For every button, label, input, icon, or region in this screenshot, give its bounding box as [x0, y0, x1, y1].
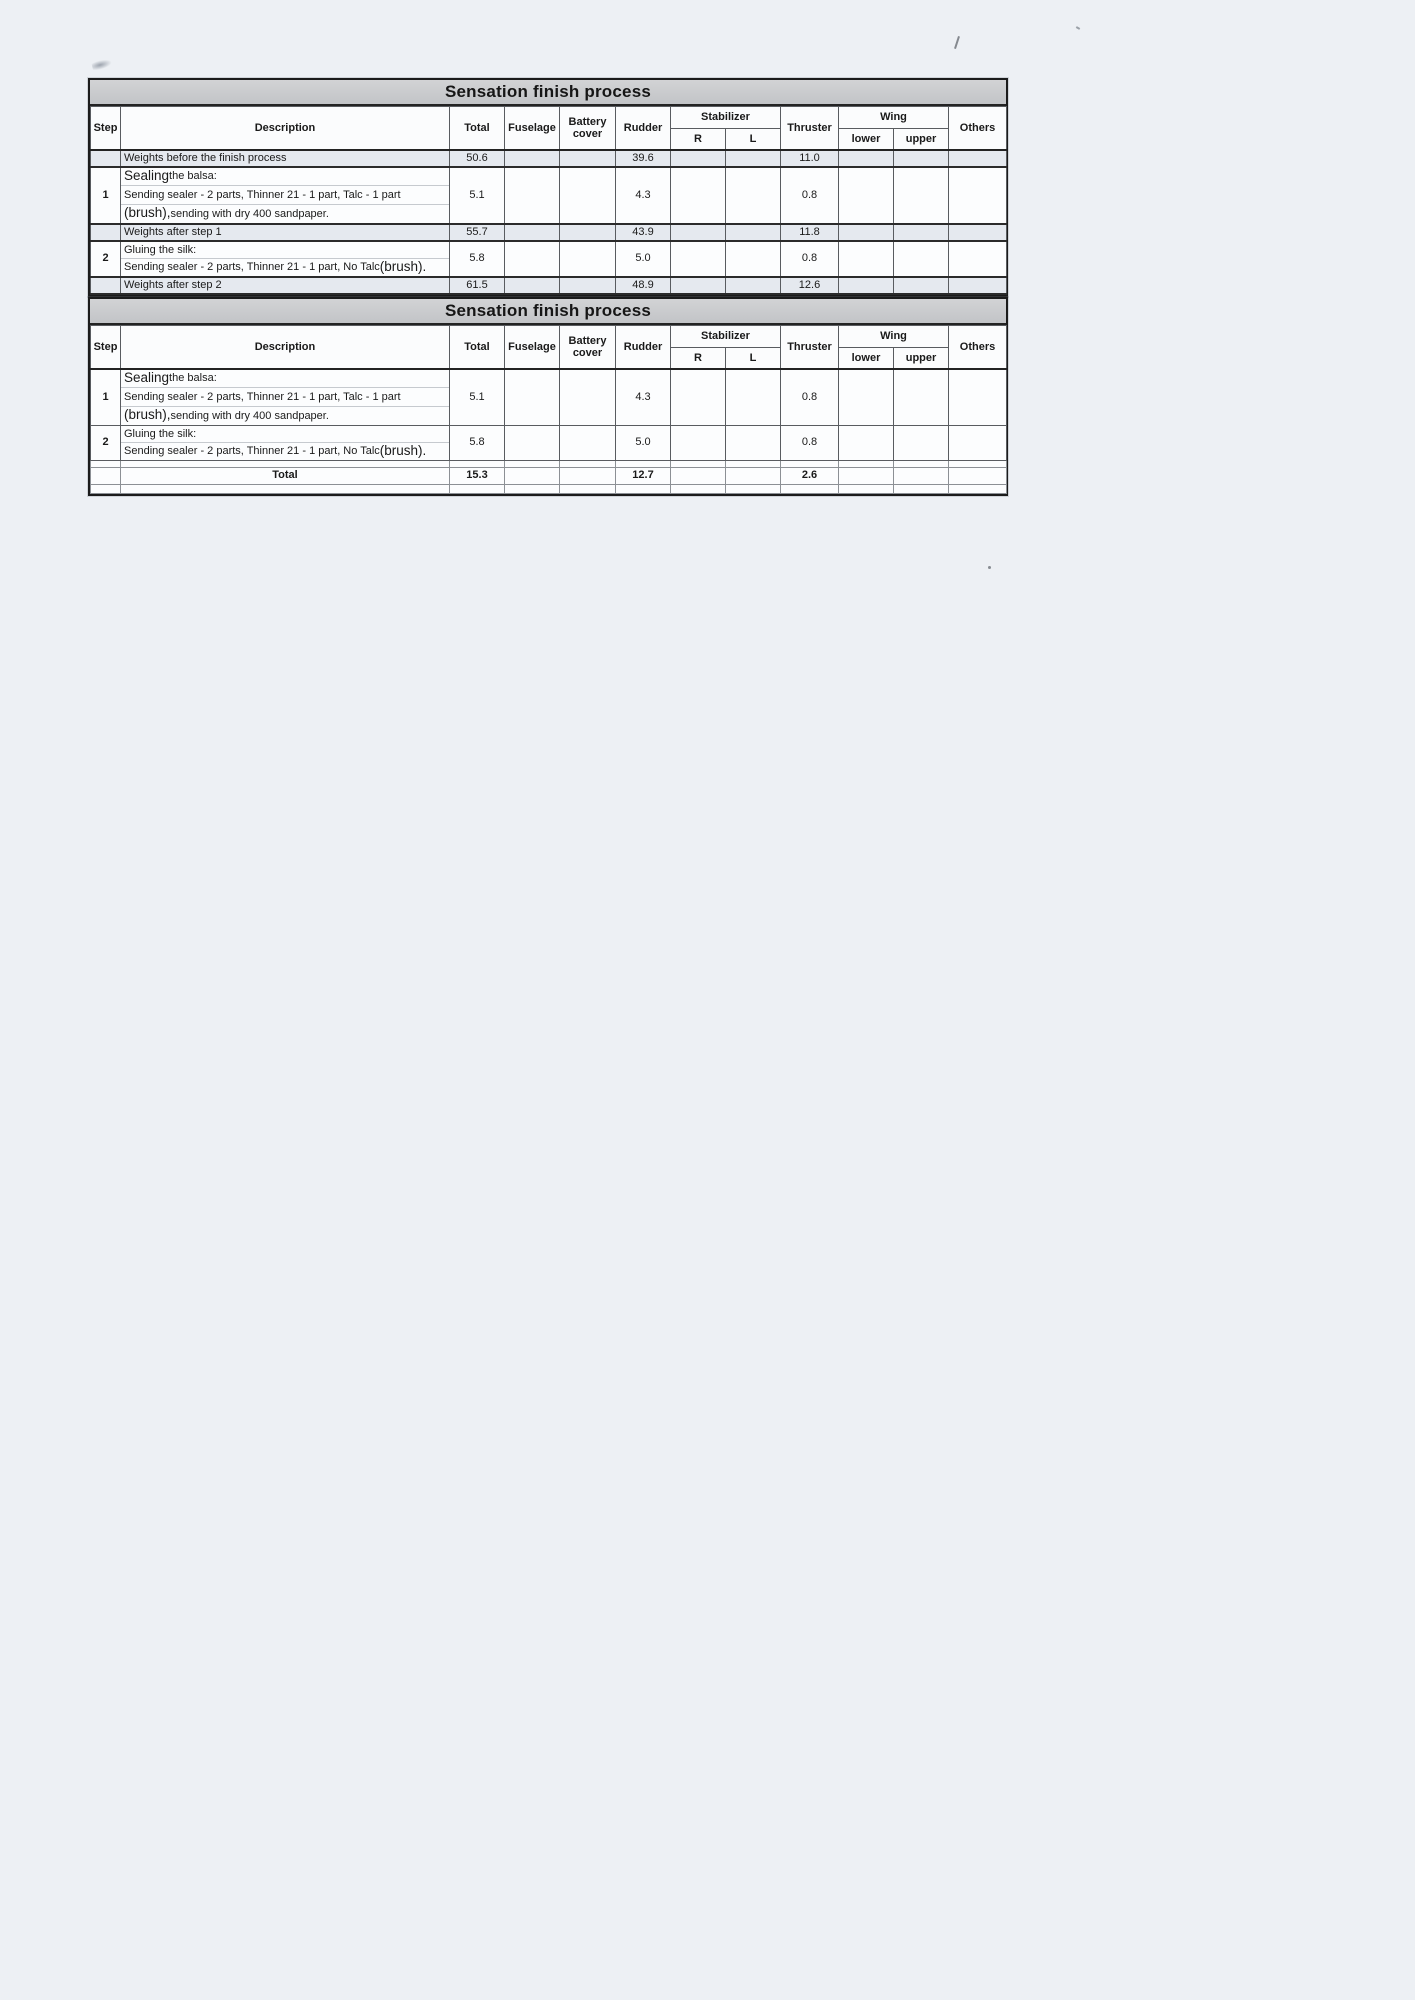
description-line: Sending sealer - 2 parts, Thinner 21 - 1 part, No Talc (brush).	[124, 258, 427, 274]
col-stabilizer-l: L	[726, 348, 781, 369]
scan-artifact	[954, 36, 960, 49]
thruster-value: 0.8	[781, 369, 839, 426]
empty-cell	[726, 425, 781, 460]
step-description	[121, 369, 450, 426]
empty-cell	[671, 150, 726, 167]
col-wing: Wing	[839, 326, 949, 348]
total-label: Total	[121, 467, 450, 484]
col-wing-upper: upper	[894, 348, 949, 369]
col-total: Total	[450, 107, 505, 150]
empty-cell	[894, 425, 949, 460]
empty-cell	[894, 150, 949, 167]
col-fuselage: Fuselage	[505, 107, 560, 150]
col-stabilizer-l: L	[726, 129, 781, 150]
rudder-value: 12.7	[616, 467, 671, 484]
empty-cell	[91, 277, 121, 294]
finish-process-grid	[90, 106, 1007, 295]
col-total: Total	[450, 326, 505, 369]
step-number: 2	[91, 425, 121, 460]
thruster-value: 0.8	[781, 425, 839, 460]
total-value: 5.1	[450, 369, 505, 426]
description-line: Sealing the balsa:	[121, 168, 449, 187]
weights-label: Weights before the finish process	[121, 150, 450, 167]
step-number: 1	[91, 167, 121, 224]
col-battery-cover: Battery cover	[560, 326, 616, 369]
empty-cell	[560, 150, 616, 167]
empty-cell	[505, 224, 560, 241]
empty-cell	[839, 150, 894, 167]
step-2-row	[91, 241, 1007, 277]
thruster-value: 12.6	[781, 277, 839, 294]
col-step: Step	[91, 107, 121, 150]
weights-after-step2-row	[91, 277, 1007, 294]
col-description: Description	[121, 326, 450, 369]
empty-cell	[894, 277, 949, 294]
step-2-row	[91, 425, 1007, 460]
empty-cell	[949, 224, 1007, 241]
empty-cell	[91, 150, 121, 167]
empty-cell	[505, 425, 560, 460]
empty-cell	[560, 467, 616, 484]
empty-cell	[505, 277, 560, 294]
col-others: Others	[949, 326, 1007, 369]
scan-artifact	[91, 58, 113, 72]
col-wing-upper: upper	[894, 129, 949, 150]
col-stabilizer: Stabilizer	[671, 107, 781, 129]
empty-cell	[839, 467, 894, 484]
weights-label: Weights after step 2	[121, 277, 450, 294]
empty-cell	[894, 224, 949, 241]
total-value: 50.6	[450, 150, 505, 167]
finish-process-grid	[90, 325, 1007, 494]
rudder-value: 5.0	[616, 241, 671, 277]
description-line: Sealing the balsa:	[121, 370, 449, 389]
empty-cell	[894, 167, 949, 224]
step-description	[121, 425, 450, 460]
col-description: Description	[121, 107, 450, 150]
finish-process-table-2	[88, 297, 1008, 496]
empty-cell	[671, 369, 726, 426]
total-value: 5.1	[450, 167, 505, 224]
spacer-row	[91, 460, 1007, 467]
empty-cell	[560, 167, 616, 224]
total-value: 5.8	[450, 241, 505, 277]
empty-cell	[505, 241, 560, 277]
empty-cell	[839, 277, 894, 294]
empty-cell	[726, 224, 781, 241]
empty-cell	[726, 167, 781, 224]
table-title-text: Sensation finish process	[444, 301, 652, 320]
col-rudder: Rudder	[616, 326, 671, 369]
thruster-value: 11.8	[781, 224, 839, 241]
finish-process-table-1	[88, 78, 1008, 297]
weights-after-step1-row	[91, 224, 1007, 241]
scan-artifact	[988, 566, 991, 569]
empty-cell	[949, 150, 1007, 167]
empty-cell	[949, 467, 1007, 484]
empty-cell	[839, 369, 894, 426]
table-header	[91, 326, 1007, 369]
col-step: Step	[91, 326, 121, 369]
thruster-value: 0.8	[781, 167, 839, 224]
empty-cell	[560, 224, 616, 241]
description-line: Sending sealer - 2 parts, Thinner 21 - 1 part, Talc - 1 part	[121, 388, 449, 407]
scan-artifact	[1076, 26, 1080, 30]
step-description	[121, 241, 450, 277]
step-number: 1	[91, 369, 121, 426]
empty-cell	[894, 241, 949, 277]
col-stabilizer-r: R	[671, 129, 726, 150]
empty-cell	[671, 167, 726, 224]
rudder-value: 4.3	[616, 369, 671, 426]
table-title	[90, 80, 1006, 106]
col-rudder: Rudder	[616, 107, 671, 150]
total-row	[91, 467, 1007, 484]
empty-cell	[949, 167, 1007, 224]
total-value: 15.3	[450, 467, 505, 484]
thruster-value: 11.0	[781, 150, 839, 167]
step-1-row	[91, 369, 1007, 426]
empty-cell	[726, 467, 781, 484]
empty-cell	[505, 369, 560, 426]
step-number: 2	[91, 241, 121, 277]
thruster-value: 0.8	[781, 241, 839, 277]
rudder-value: 43.9	[616, 224, 671, 241]
empty-cell	[91, 467, 121, 484]
spacer-row	[91, 484, 1007, 493]
col-stabilizer: Stabilizer	[671, 326, 781, 348]
empty-cell	[671, 224, 726, 241]
empty-cell	[671, 425, 726, 460]
col-fuselage: Fuselage	[505, 326, 560, 369]
col-thruster: Thruster	[781, 107, 839, 150]
rudder-value: 5.0	[616, 425, 671, 460]
empty-cell	[726, 241, 781, 277]
description-line: (brush), sending with dry 400 sandpaper.	[124, 407, 329, 423]
empty-cell	[671, 467, 726, 484]
description-line: Gluing the silk:	[121, 426, 449, 444]
description-line: Sending sealer - 2 parts, Thinner 21 - 1 part, No Talc (brush).	[124, 442, 427, 458]
empty-cell	[894, 369, 949, 426]
empty-cell	[839, 425, 894, 460]
empty-cell	[949, 425, 1007, 460]
empty-cell	[505, 150, 560, 167]
empty-cell	[894, 467, 949, 484]
table-title	[90, 299, 1006, 325]
empty-cell	[505, 167, 560, 224]
col-wing-lower: lower	[839, 129, 894, 150]
empty-cell	[839, 224, 894, 241]
total-value: 61.5	[450, 277, 505, 294]
empty-cell	[91, 224, 121, 241]
col-stabilizer-r: R	[671, 348, 726, 369]
empty-cell	[560, 425, 616, 460]
empty-cell	[726, 369, 781, 426]
description-line: Gluing the silk:	[121, 242, 449, 260]
empty-cell	[949, 369, 1007, 426]
empty-cell	[839, 167, 894, 224]
thruster-value: 2.6	[781, 467, 839, 484]
empty-cell	[671, 241, 726, 277]
weights-before-row	[91, 150, 1007, 167]
total-value: 55.7	[450, 224, 505, 241]
step-description	[121, 167, 450, 224]
empty-cell	[949, 277, 1007, 294]
weights-label: Weights after step 1	[121, 224, 450, 241]
col-wing-lower: lower	[839, 348, 894, 369]
empty-cell	[671, 277, 726, 294]
empty-cell	[560, 277, 616, 294]
col-wing: Wing	[839, 107, 949, 129]
description-line: Sending sealer - 2 parts, Thinner 21 - 1 part, Talc - 1 part	[121, 186, 449, 205]
description-line: (brush), sending with dry 400 sandpaper.	[124, 205, 329, 221]
empty-cell	[949, 241, 1007, 277]
empty-cell	[505, 467, 560, 484]
table-header	[91, 107, 1007, 150]
col-thruster: Thruster	[781, 326, 839, 369]
empty-cell	[839, 241, 894, 277]
total-value: 5.8	[450, 425, 505, 460]
rudder-value: 48.9	[616, 277, 671, 294]
table-title-text: Sensation finish process	[444, 82, 652, 101]
col-battery-cover: Battery cover	[560, 107, 616, 150]
step-1-row	[91, 167, 1007, 224]
empty-cell	[560, 369, 616, 426]
empty-cell	[726, 150, 781, 167]
col-others: Others	[949, 107, 1007, 150]
rudder-value: 39.6	[616, 150, 671, 167]
rudder-value: 4.3	[616, 167, 671, 224]
empty-cell	[726, 277, 781, 294]
empty-cell	[560, 241, 616, 277]
